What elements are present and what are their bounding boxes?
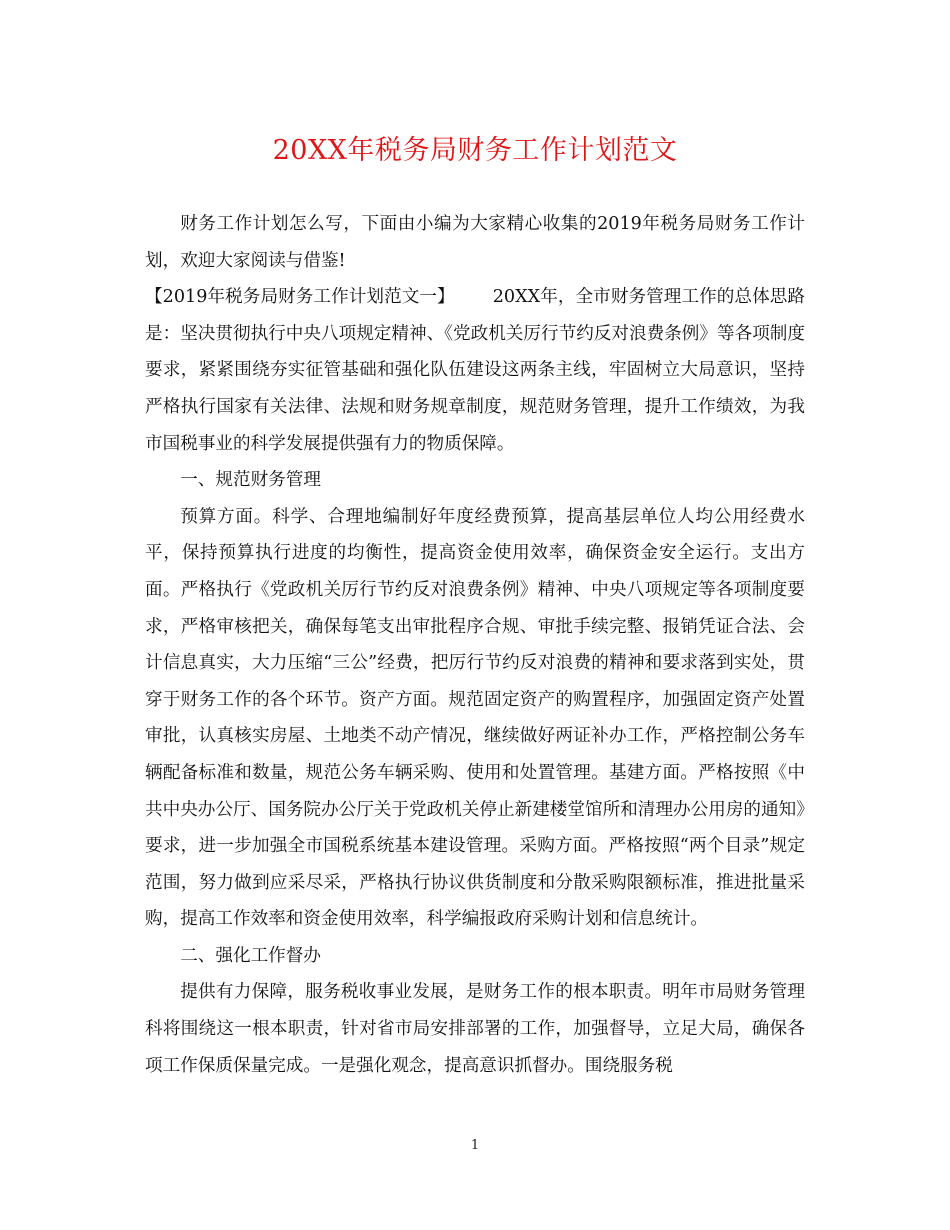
section-body-1: 预算方面。科学、合理地编制好年度经费预算，提高基层单位人均公用经费水平，保持预算执行进度的均衡性，提高资金使用效率，确保资金安全运行。支出方面。严格执行《党政机关厉行节约反对浪费条例》精神、中央八项规定等各项制度要求，严格审核把关，确保每笔支出审批程序合规、审批手续完整、报销凭证合法、会计信息真实，大力压缩“三公”经费，把厉行节约反对浪费的精神和要求落到实处，贯穿于财务工作的各个环节。资产方面。规范固定资产的购置程序，加强固定资产处置审批，认真核实房屋、土地类不动产情况，继续做好两证补办工作，严格控制公务车辆配备标准和数量，规范公务车辆采购、使用和处置管理。基建方面。严格按照《中共中央办公厅、国务院办公厅关于党政机关停止新建楼堂馆所和清理办公用房的通知》要求，进一步加强全市国税系统基本建设管理。采购方面。严格按照“两个目录”规定范围，努力做到应采尽采，严格执行协议供货制度和分散采购限额标准，推进批量采购，提高工作效率和资金使用效率，科学编报政府采购计划和信息统计。 [145,506,805,930]
page-title: 20XX年税务局财务工作计划范文 [272,135,678,166]
section-heading-1: 一、规范财务管理 [180,470,321,491]
intro-paragraph: 财务工作计划怎么写，下面由小编为大家精心收集的2019年税务局财务工作计划，欢迎大家阅读与借鉴! [145,214,805,271]
sample-heading: 【2019年税务局财务工作计划范文一】 [145,287,455,308]
document-body [145,206,805,1084]
page-number: 1 [470,1138,480,1153]
sample-opening-text: 20XX年，全市财务管理工作的总体思路是：坚决贯彻执行中央八项规定精神、《党政机关厉行节约反对浪费条例》等各项制度要求，紧紧围绕夯实征管基础和强化队伍建设这两条主线，牢固树立大局意识，坚持严格执行国家有关法律、法规和财务规章制度，规范财务管理，提升工作绩效，为我市国税事业的科学发展提供强有力的物质保障。 [145,287,805,454]
sample-paragraph [145,279,805,462]
section-body-2: 提供有力保障，服务税收事业发展，是财务工作的根本职责。明年市局财务管理科将围绕这一根本职责，针对省市局安排部署的工作，加强督导，立足大局，确保各项工作保质保量完成。一是强化观念，提高意识抓督办。围绕服务税 [145,982,805,1076]
section-heading-2: 二、强化工作督办 [180,945,321,966]
